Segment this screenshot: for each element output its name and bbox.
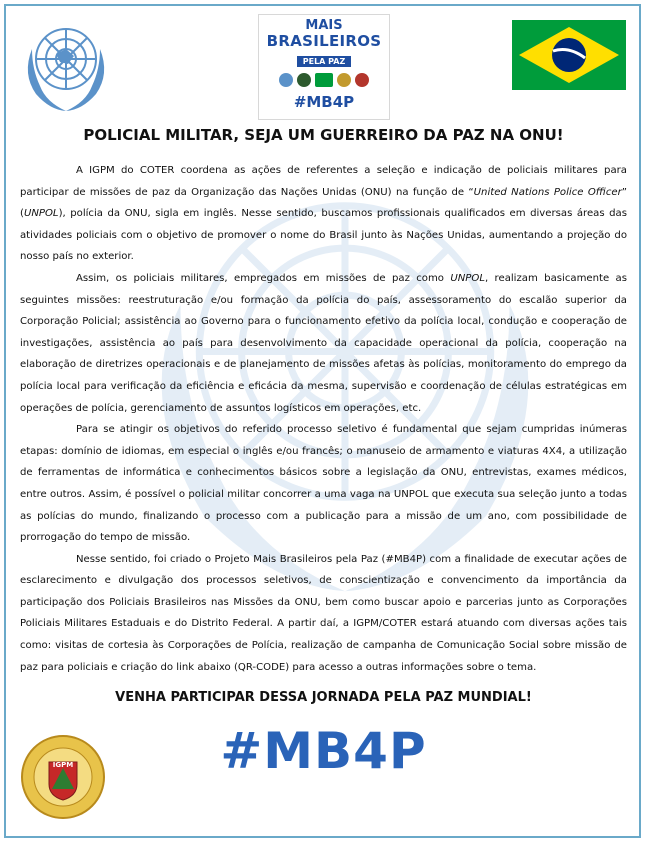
police-badge-icon (337, 73, 351, 87)
paragraph-1-emphasis-2: UNPOL (23, 208, 59, 220)
igpm-seal-icon (20, 734, 106, 820)
brazil-flag-icon (512, 20, 626, 90)
seal-label: IGPM (52, 761, 74, 769)
page-title: POLICIAL MILITAR, SEJA UM GUERREIRO DA PAZ NA ONU! (83, 126, 564, 144)
closing-call: VENHA PARTICIPAR DESSA JORNADA PELA PAZ MUNDIAL! (115, 690, 532, 705)
logo-badges (259, 73, 389, 89)
coter-badge-icon (355, 73, 369, 87)
paragraph-2-part-b: , realizam basicamente as seguintes missões: reestruturação e/ou formação da polícia do país, assessoramento do escalão superior da Corporação Policial; assistência ao Governo para o funcionamento efetivo da polícia local, condução e cooperação de investigações, assistência ao país para desenvolvimento da capacidade operacional da polícia, cooperação na elaboração de diretrizes operacionais e de planejamento de missões afetas às polícias, monitoramento do emprego da polícia local para verificação da eficiência e eficácia da mesma, supervisão e coordenação de células estratégicas em operações de polícia, gerenciamento de assuntos logísticos em operações, etc. (20, 272, 627, 414)
paragraph-4: Nesse sentido, foi criado o Projeto Mais Brasileiros pela Paz (#MB4P) com a finalidade de executar ações de esclarecimento e divulgação dos processos seletivos, de conscientização e convencimento da importância da participação dos Policiais Brasileiros nas Missões da ONU, bem como buscar apoio e parcerias junto as Corporações Policiais Militares Estaduais e do Distrito Federal. A partir daí, a IGPM/COTER estará atuando com diversas ações tais como: visitas de cortesia às Corporações de Polícia, realização de campanha de Comunicação Social sobre missão de paz para policiais e criação do link abaixo (QR-CODE) para acesso a outras informações sobre o tema. (20, 553, 627, 673)
paragraph-2-part-a: Assim, os policiais militares, empregados em missões de paz como (76, 272, 451, 284)
paragraph-1-part-a: A IGPM do COTER coordena as ações de referentes a seleção e indicação de policiais militares para participar de missões de paz da Organização das Nações Unidas (ONU) na função de “ (20, 165, 627, 198)
army-badge-icon (297, 73, 311, 87)
logo-line3: PELA PAZ (297, 56, 352, 67)
paragraph-3: Para se atingir os objetivos do referido processo seletivo é fundamental que sejam cumpridas inúmeras etapas: domínio de idiomas, em especial o inglês e/ou francês; o manuseio de armamento e viaturas 4X4, a utilização de ferramentas de informática e conhecimentos básicos sobre a legislação da ONU, entrevistas, exames médicos, entre outros. Assim, é possível o policial militar concorrer a uma vaga na UNPOL que executa sua seleção junto a todas as polícias do mundo, finalizando o processo com a publicação para a missão de um ano, com possibilidade de prorrogação do tempo de missão. (20, 424, 627, 544)
paragraph-1-emphasis-1: United Nations Police Officer (473, 186, 622, 198)
logo-line2: BRASILEIROS (266, 32, 382, 50)
logo-hashtag: #MB4P (293, 93, 355, 111)
un-emblem-icon (16, 14, 116, 114)
logo-line1: MAIS (305, 18, 343, 33)
brazil-badge-icon (315, 73, 333, 87)
paragraph-1-part-b: ” ( (20, 186, 627, 220)
paragraph-1 (20, 160, 627, 268)
paragraph-1-part-c: ), polícia da ONU, sigla em inglês. Nesse sentido, buscamos profissionais qualificados em diversas áreas das atividades policiais com o objetivo de promover o nome do Brasil junto às Nações Unidas, aumentando a projeção do nosso país no exterior. (20, 208, 627, 263)
hashtag-banner: #MB4P (220, 722, 427, 780)
un-badge-icon (279, 73, 293, 87)
mb4p-logo (258, 14, 390, 120)
body-text (20, 160, 627, 678)
paragraph-2-emphasis: UNPOL (450, 272, 485, 284)
paragraph-2 (20, 268, 627, 419)
